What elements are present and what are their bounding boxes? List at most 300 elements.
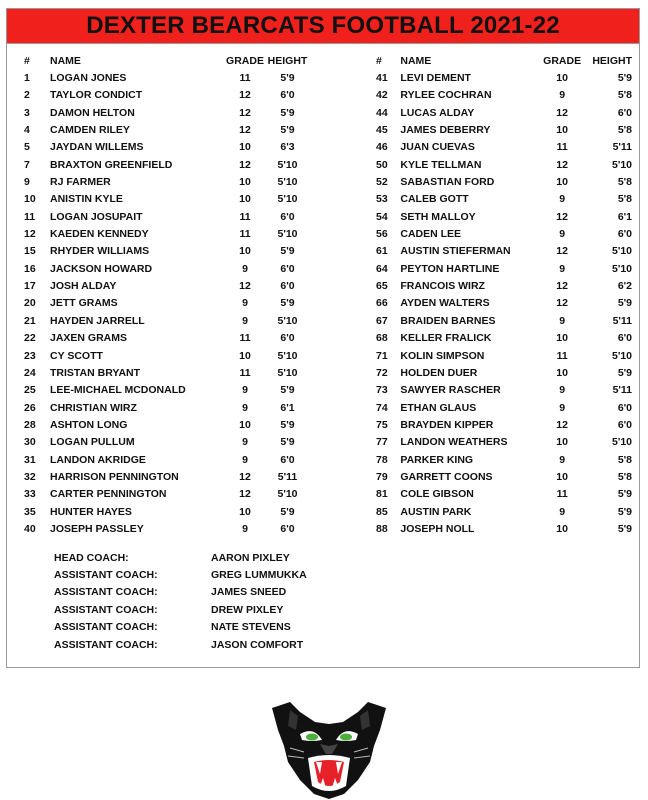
player-grade: 9 [242,297,248,310]
player-grade: 9 [242,522,248,535]
player-height: 5'11 [612,141,632,154]
player-height: 6'0 [617,228,632,241]
player-grade: 12 [556,297,568,310]
player-grade: 11 [556,488,568,501]
player-number: 78 [376,453,388,466]
player-number: 5 [24,141,30,154]
player-grade: 10 [556,124,568,137]
player-height: 5'9 [280,106,295,119]
roster-row [20,451,310,468]
player-grade: 9 [559,505,566,518]
player-number: 40 [24,522,36,535]
player-height: 5'9 [617,297,632,310]
coach-role: ASSISTANT COACH: [54,586,158,599]
player-grade: 12 [556,418,568,431]
player-height: 5'8 [617,124,632,137]
player-grade: 10 [239,176,251,189]
player-number: 7 [24,158,30,171]
roster-row [372,277,634,294]
player-grade: 10 [556,332,568,345]
player-grade: 12 [239,124,251,137]
player-grade: 9 [559,193,566,206]
player-height: 6'0 [617,332,632,345]
player-number: 20 [24,297,36,310]
player-name: TAYLOR CONDICT [50,89,143,102]
player-height: 5'10 [277,349,298,362]
player-grade: 9 [242,262,248,275]
player-grade: 10 [556,72,568,85]
coach-name: NATE STEVENS [211,621,291,634]
roster-row [20,121,310,138]
player-number: 28 [24,418,36,431]
player-height: 5'10 [611,158,632,171]
player-number: 30 [24,436,36,449]
player-number: 85 [376,505,388,518]
player-number: 31 [24,453,36,466]
player-number: 50 [376,158,388,171]
player-name: JOSEPH PASSLEY [50,522,144,535]
player-name: JAXEN GRAMS [50,332,128,345]
player-grade: 9 [242,453,248,466]
player-name: RJ FARMER [50,176,111,189]
player-name: CAMDEN RILEY [50,124,130,137]
player-name: ANISTIN KYLE [50,193,123,206]
player-name: SABASTIAN FORD [400,176,495,189]
player-number: 73 [376,384,388,397]
player-grade: 9 [559,228,566,241]
roster-row [20,295,310,312]
header-name: NAME [50,54,81,67]
player-height: 6'0 [280,522,295,535]
player-name: HARRISON PENNINGTON [50,470,179,483]
player-grade: 11 [239,210,251,223]
roster-row [20,486,310,503]
player-number: 74 [376,401,388,414]
player-grade: 9 [242,436,248,449]
roster-row [20,69,310,86]
player-height: 5'9 [280,505,295,518]
coach-row [54,601,307,618]
player-name: KYLE TELLMAN [400,158,482,171]
player-name: LANDON WEATHERS [400,436,508,449]
player-name: KOLIN SIMPSON [400,349,485,362]
player-number: 45 [376,124,388,137]
player-name: DAMON HELTON [50,106,135,119]
player-name: JOSEPH NOLL [400,522,475,535]
player-grade: 9 [559,384,566,397]
roster-row [372,69,634,86]
player-grade: 12 [556,210,568,223]
player-grade: 10 [556,366,568,379]
player-name: FRANCOIS WIRZ [400,280,485,293]
player-name: CY SCOTT [50,349,103,362]
player-height: 5'10 [611,349,632,362]
roster-row [20,468,310,485]
player-height: 5'9 [617,366,632,379]
player-height: 5'9 [280,245,295,258]
player-grade: 10 [556,470,568,483]
player-number: 17 [24,280,36,293]
header-name: NAME [400,54,432,67]
player-name: AYDEN WALTERS [400,297,490,310]
header-height: HEIGHT [267,54,308,67]
player-height: 6'3 [280,141,295,154]
player-name: TRISTAN BRYANT [50,366,141,379]
player-number: 22 [24,332,36,345]
roster-row [372,503,634,520]
roster-right-column [372,52,634,538]
player-height: 5'8 [617,470,632,483]
player-height: 5'9 [617,72,632,85]
player-number: 9 [24,176,30,189]
roster-row [372,191,634,208]
coach-row [54,549,307,566]
roster-row [20,416,310,433]
player-name: ETHAN GLAUS [400,401,477,414]
player-name: BRAXTON GREENFIELD [50,158,173,171]
coach-name: AARON PIXLEY [211,551,290,564]
player-name: CALEB GOTT [400,193,469,206]
player-height: 5'9 [280,297,295,310]
player-number: 75 [376,418,388,431]
player-height: 5'10 [277,488,298,501]
player-grade: 11 [239,332,251,345]
player-number: 15 [24,245,36,258]
player-height: 6'0 [280,210,295,223]
roster-row [372,364,634,381]
roster-row [372,295,634,312]
player-number: 52 [376,176,388,189]
player-grade: 12 [556,245,568,258]
coach-row [54,566,307,583]
player-name: RHYDER WILLIAMS [50,245,150,258]
player-name: HOLDEN DUER [400,366,478,379]
player-name: CHRISTIAN WIRZ [50,401,137,414]
player-height: 5'10 [277,314,298,327]
player-name: LANDON AKRIDGE [50,453,146,466]
player-grade: 10 [239,418,251,431]
roster-header-row [20,52,310,69]
player-number: 26 [24,401,36,414]
roster-row [372,468,634,485]
coach-name: GREG LUMMUKKA [211,569,307,582]
player-name: LOGAN JONES [50,72,127,85]
player-number: 81 [376,488,388,501]
roster-row [372,520,634,537]
player-number: 25 [24,384,36,397]
coach-name: DREW PIXLEY [211,603,284,616]
roster-row [20,208,310,225]
player-number: 11 [24,210,36,223]
player-number: 32 [24,470,36,483]
header-num: # [24,54,30,67]
player-name: AUSTIN PARK [400,505,472,518]
player-height: 6'1 [280,401,295,414]
player-grade: 9 [242,384,248,397]
player-grade: 11 [239,228,251,241]
roster-row [372,121,634,138]
player-height: 5'9 [280,436,295,449]
player-grade: 11 [556,349,568,362]
player-height: 6'0 [280,280,295,293]
roster-row [372,451,634,468]
player-name: LOGAN JOSUPAIT [50,210,143,223]
roster-row [20,225,310,242]
player-name: JAYDAN WILLEMS [50,141,144,154]
roster-row [20,382,310,399]
coach-role: ASSISTANT COACH: [54,603,158,616]
roster-row [372,312,634,329]
player-name: LOGAN PULLUM [50,436,135,449]
player-height: 6'0 [617,418,632,431]
roster-row [372,330,634,347]
roster-row [20,520,310,537]
roster-row [372,225,634,242]
player-name: JOSH ALDAY [50,280,117,293]
player-height: 5'9 [617,522,632,535]
player-number: 21 [24,314,36,327]
roster-row [372,434,634,451]
player-number: 16 [24,262,36,275]
player-number: 2 [24,89,30,102]
player-height: 5'8 [617,89,632,102]
roster-row [372,139,634,156]
player-name: LEE-MICHAEL MCDONALD [50,384,186,397]
player-name: PEYTON HARTLINE [400,262,500,275]
player-number: 66 [376,297,388,310]
roster-row [372,347,634,364]
player-number: 79 [376,470,388,483]
player-height: 5'8 [617,193,632,206]
roster-row [20,139,310,156]
player-height: 5'10 [611,436,632,449]
player-number: 65 [376,280,388,293]
header-height: HEIGHT [592,54,632,67]
player-number: 35 [24,505,36,518]
player-height: 6'1 [617,210,632,223]
player-height: 5'8 [617,176,632,189]
player-name: ASHTON LONG [50,418,128,431]
player-name: GARRETT COONS [400,470,493,483]
coaching-staff [54,549,307,653]
player-name: JACKSON HOWARD [50,262,153,275]
player-grade: 12 [239,280,251,293]
player-height: 5'9 [280,72,295,85]
player-number: 64 [376,262,388,275]
roster-row [20,156,310,173]
header-grade: GRADE [543,54,582,67]
player-number: 54 [376,210,388,223]
player-number: 77 [376,436,388,449]
player-grade: 10 [556,436,568,449]
player-name: RYLEE COCHRAN [400,89,492,102]
roster-row [20,173,310,190]
header-grade: GRADE [226,54,264,67]
player-name: KAEDEN KENNEDY [50,228,149,241]
player-number: 1 [24,72,30,85]
roster-row [372,486,634,503]
player-number: 72 [376,366,388,379]
player-name: HAYDEN JARRELL [50,314,145,327]
coach-name: JAMES SNEED [211,586,287,599]
player-height: 5'10 [277,366,298,379]
roster-row [20,87,310,104]
player-name: COLE GIBSON [400,488,474,501]
player-name: BRAIDEN BARNES [400,314,496,327]
player-number: 24 [24,366,36,379]
roster-row [20,503,310,520]
player-grade: 12 [556,106,568,119]
roster-row [20,260,310,277]
bearcat-logo-icon [270,700,388,800]
player-height: 5'9 [280,384,295,397]
roster-left-column [20,52,310,538]
player-number: 44 [376,106,388,119]
player-height: 6'0 [617,401,632,414]
player-grade: 10 [239,349,251,362]
player-grade: 10 [239,193,251,206]
player-name: CARTER PENNINGTON [50,488,167,501]
player-grade: 11 [239,366,251,379]
player-number: 61 [376,245,388,258]
roster-row [372,173,634,190]
player-height: 5'9 [617,505,632,518]
player-grade: 9 [242,314,248,327]
coach-role: ASSISTANT COACH: [54,569,158,582]
coach-role: HEAD COACH: [54,551,129,564]
player-grade: 12 [239,470,251,483]
player-number: 12 [24,228,36,241]
player-name: CADEN LEE [400,228,462,241]
roster-row [372,243,634,260]
player-number: 33 [24,488,36,501]
player-number: 41 [376,72,388,85]
player-name: PARKER KING [400,453,474,466]
roster-row [20,312,310,329]
player-height: 6'0 [280,262,295,275]
player-height: 6'0 [617,106,632,119]
player-height: 5'9 [280,418,295,431]
roster-row [372,87,634,104]
player-number: 46 [376,141,388,154]
player-grade: 12 [239,158,251,171]
player-height: 5'10 [611,245,632,258]
player-grade: 10 [556,176,568,189]
player-grade: 9 [559,89,566,102]
player-name: AUSTIN STIEFERMAN [400,245,511,258]
player-name: SETH MALLOY [400,210,476,223]
player-height: 5'10 [611,262,632,275]
player-name: HUNTER HAYES [50,505,132,518]
player-grade: 12 [239,106,251,119]
roster-row [20,277,310,294]
coach-row [54,584,307,601]
player-height: 5'10 [277,228,298,241]
player-grade: 11 [556,141,568,154]
roster-row [20,104,310,121]
coach-role: ASSISTANT COACH: [54,638,158,651]
roster-row [372,260,634,277]
player-grade: 10 [239,245,251,258]
player-number: 88 [376,522,388,535]
roster-row [20,347,310,364]
coach-row [54,619,307,636]
player-height: 5'11 [612,314,632,327]
player-height: 6'0 [280,89,295,102]
player-grade: 10 [239,141,251,154]
coach-name: JASON COMFORT [211,638,304,651]
coach-row [54,636,307,653]
roster-row [372,416,634,433]
player-name: LEVI DEMENT [400,72,471,85]
player-number: 3 [24,106,30,119]
player-name: LUCAS ALDAY [400,106,475,119]
roster-row [372,208,634,225]
player-number: 4 [24,124,30,137]
player-number: 67 [376,314,388,327]
player-number: 68 [376,332,388,345]
roster-row [372,104,634,121]
player-number: 71 [376,349,388,362]
player-height: 6'0 [280,332,295,345]
roster-row [20,191,310,208]
player-grade: 10 [239,505,251,518]
player-name: JAMES DEBERRY [400,124,491,137]
player-number: 56 [376,228,388,241]
player-name: JETT GRAMS [50,297,118,310]
player-number: 42 [376,89,388,102]
player-height: 5'10 [277,193,298,206]
player-grade: 12 [556,158,568,171]
page-title: DEXTER BEARCATS FOOTBALL 2021-22 [86,12,560,39]
player-grade: 9 [242,401,248,414]
player-number: 53 [376,193,388,206]
player-name: SAWYER RASCHER [400,384,501,397]
player-grade: 11 [239,72,251,85]
player-grade: 12 [556,280,568,293]
player-height: 6'0 [280,453,295,466]
coach-role: ASSISTANT COACH: [54,621,158,634]
player-height: 5'9 [280,124,295,137]
roster-row [372,382,634,399]
player-grade: 9 [559,401,566,414]
roster-row [20,330,310,347]
player-height: 5'10 [277,158,298,171]
title-bar [6,8,640,44]
player-name: JUAN CUEVAS [400,141,475,154]
roster-row [20,364,310,381]
player-grade: 12 [239,89,251,102]
player-grade: 9 [559,314,566,327]
player-number: 23 [24,349,36,362]
player-number: 10 [24,193,36,206]
roster-header-row [372,52,634,69]
player-height: 6'2 [617,280,632,293]
player-grade: 9 [559,262,566,275]
roster-row [20,399,310,416]
player-name: BRAYDEN KIPPER [400,418,494,431]
player-grade: 10 [556,522,568,535]
player-grade: 9 [559,453,566,466]
player-name: KELLER FRALICK [400,332,492,345]
player-height: 5'11 [612,384,632,397]
roster-row [372,399,634,416]
player-height: 5'8 [617,453,632,466]
roster-row [372,156,634,173]
header-num: # [376,54,382,67]
player-height: 5'10 [277,176,298,189]
player-height: 5'11 [277,470,298,483]
